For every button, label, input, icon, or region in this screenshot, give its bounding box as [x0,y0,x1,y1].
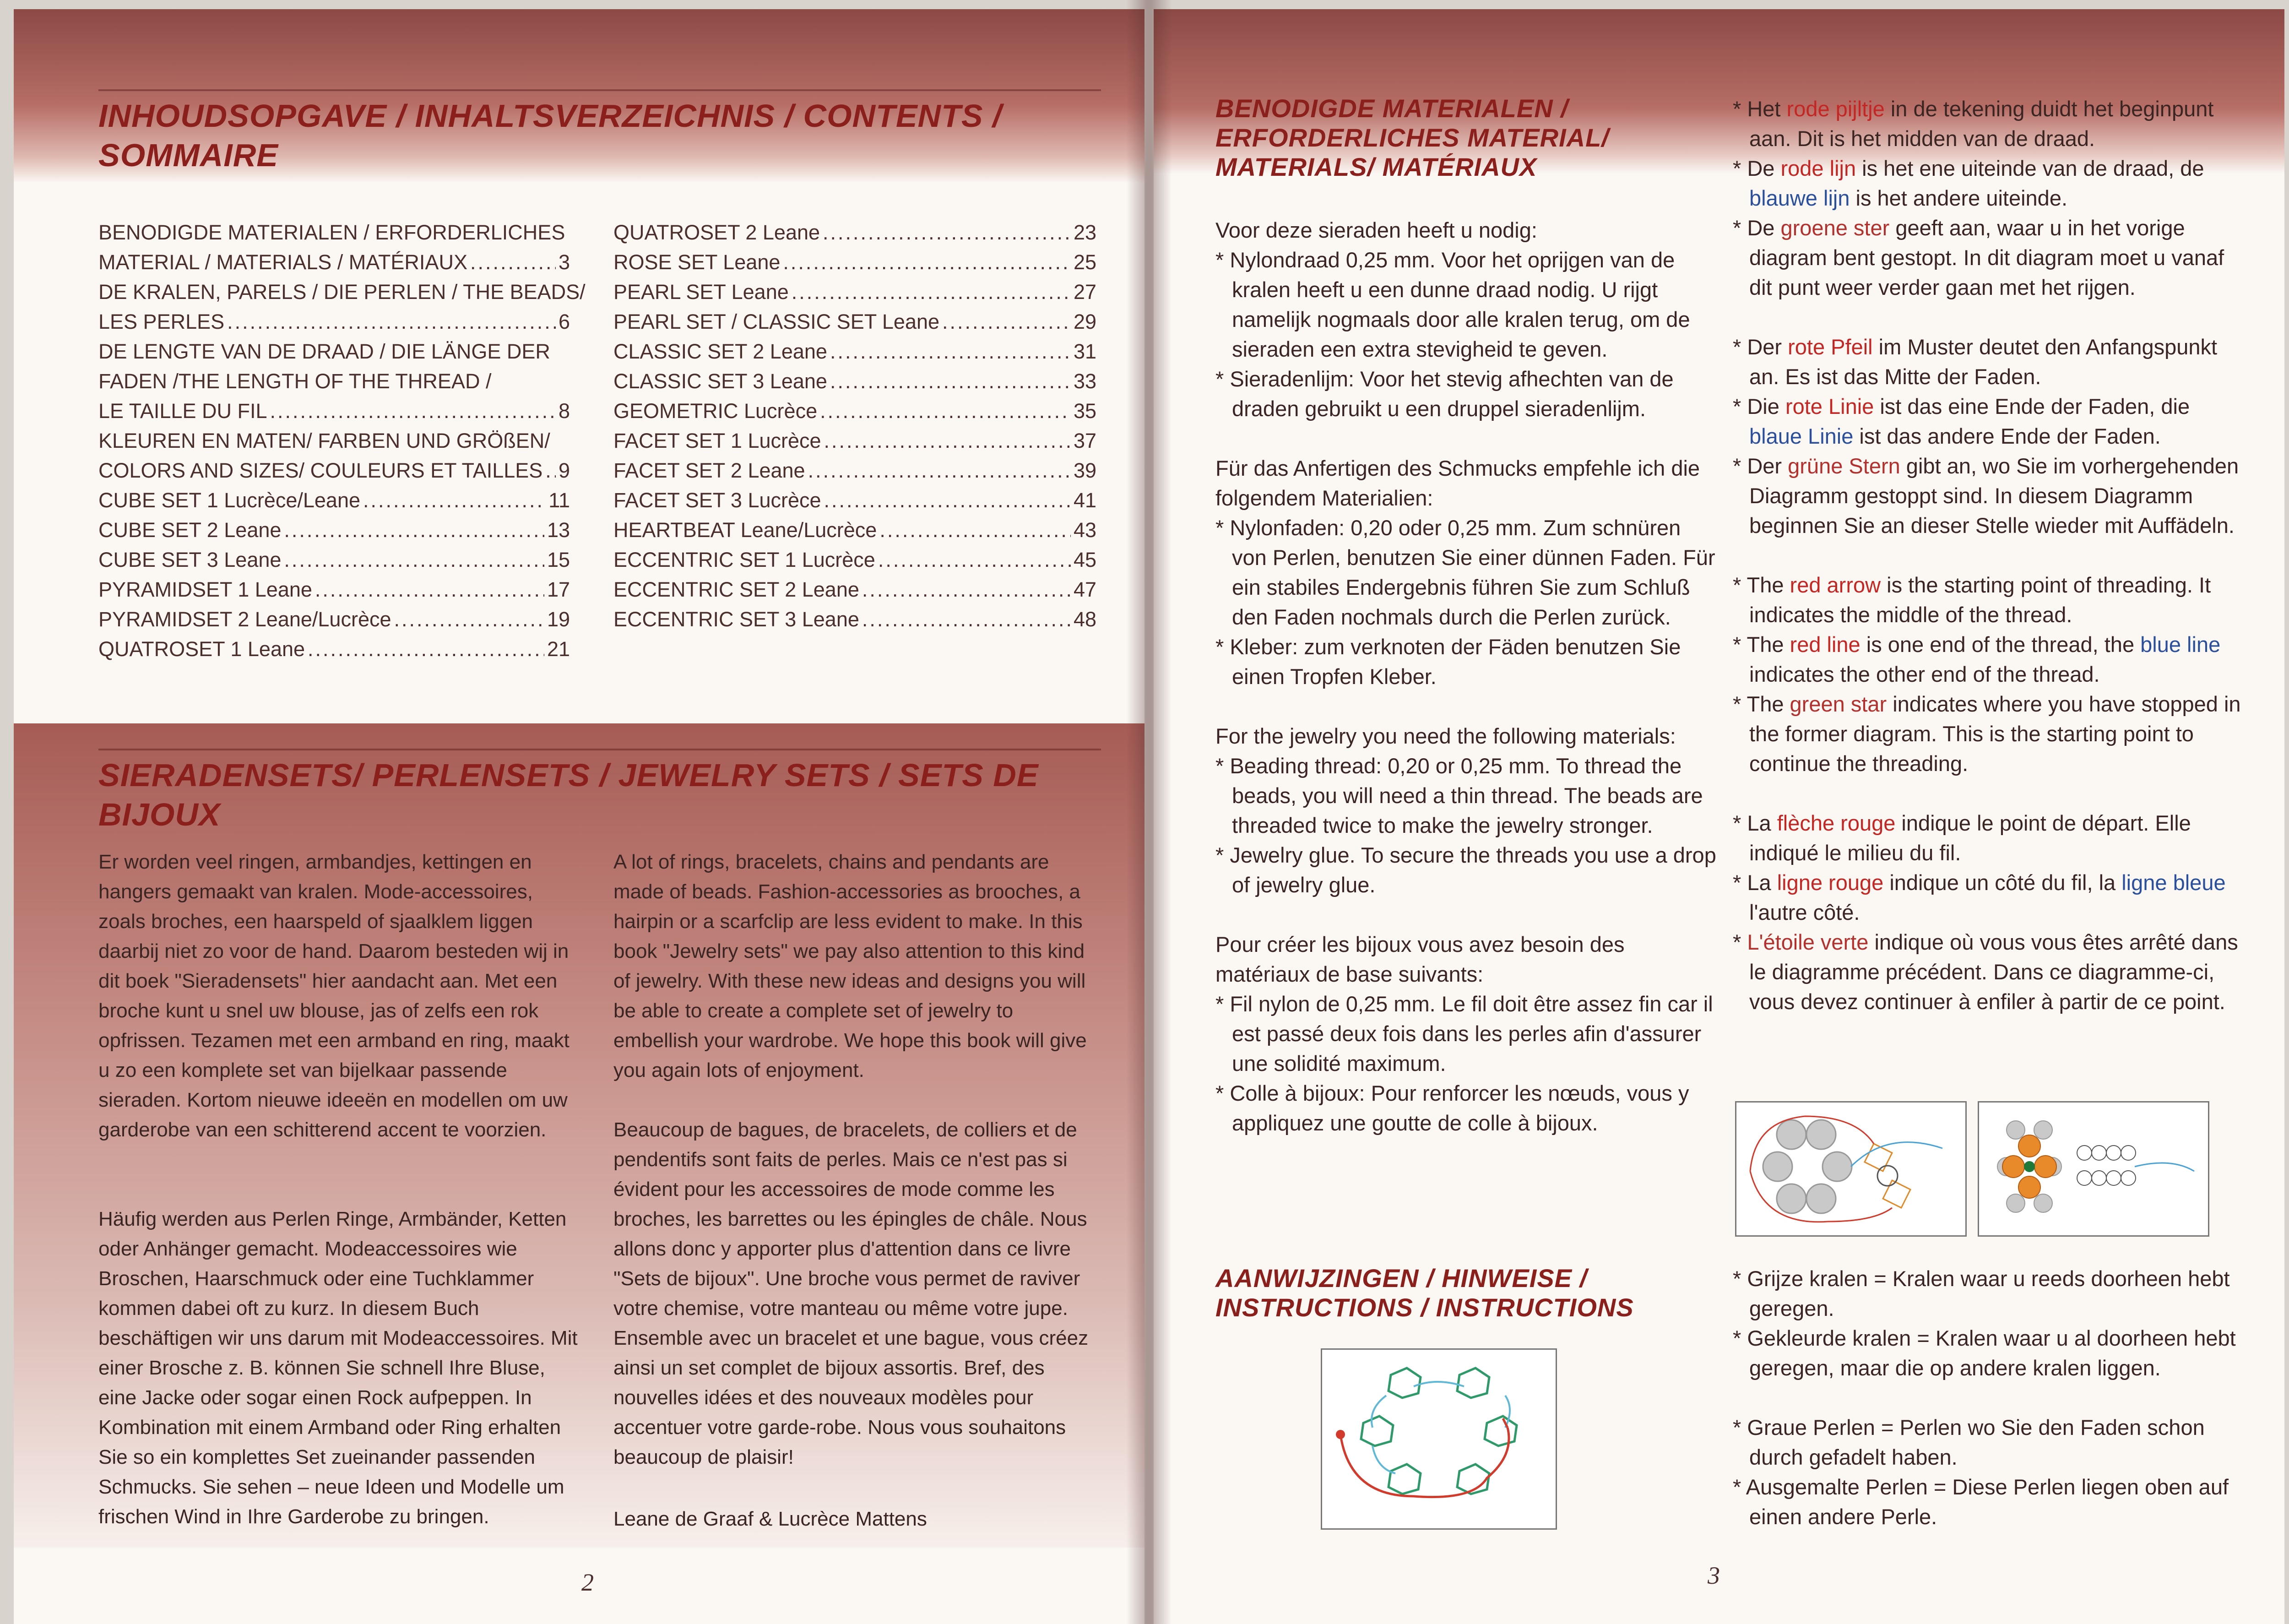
bead-legend-german [1733,1412,2241,1532]
note-text: * Der [1733,335,1788,359]
toc-leader-dots [227,307,556,337]
materials-column [1215,215,1719,1168]
instructions-heading: AANWIJZINGEN / HINWEISE / INSTRUCTIONS / INSTRUCTIONS [1215,1264,1634,1322]
note-highlight: blaue Linie [1749,424,1854,448]
toc-entry [613,366,1096,396]
toc-leader-dots [879,515,1071,545]
note-highlight: rote Pfeil [1788,335,1873,359]
materials-item: * Colle à bijoux: Pour renforcer les nœuds, vous y appliquez une goutte de colle à bijoux. [1215,1081,1689,1135]
toc-entry-page: 11 [548,489,570,512]
note-text: is het andere uiteinde. [1850,186,2068,210]
toc-leader-dots [545,456,556,485]
note-line [1733,630,2241,689]
toc-entry [98,337,570,366]
toc-entry [613,426,1096,456]
toc-column-1 [98,217,586,664]
toc-entry-title: CUBE SET 3 Leane [98,548,282,571]
instructions-french [1733,808,2241,1016]
toc-entry-page: 23 [1073,221,1096,244]
note-text: l'autre côté. [1749,900,1860,924]
toc-entry [613,337,1096,366]
toc-leader-dots [284,545,544,575]
toc-leader-dots [862,575,1071,604]
toc-leader-dots [315,575,544,604]
materials-intro: For the jewelry you need the following materials: [1215,724,1676,748]
materials-intro: Voor deze sieraden heeft u nodig: [1215,218,1537,242]
note-highlight: blue line [2140,632,2221,657]
toc-leader-dots [830,366,1071,396]
note-arrow [1733,94,2241,153]
toc-entry-title: PYRAMIDSET 1 Leane [98,578,312,601]
note-text: indicates the other end of the thread. [1749,662,2100,686]
materials-item: * Nylondraad 0,25 mm. Voor het oprijgen van de kralen heeft u een dunne draad nodig. U rijgt namelijk nogmaals door alle kralen terug, om de sieraden een extra stevigheid te geven. [1215,248,1690,361]
materials-dutch [1215,215,1719,424]
page-number: 2 [581,1569,594,1596]
toc-entry [98,515,570,545]
materials-french [1215,929,1719,1138]
note-text: in de tekening duidt het beginpunt aan. Dit is het midden van de draad. [1749,97,2214,151]
note-highlight: flèche rouge [1777,811,1896,835]
toc-heading: INHOUDSOPGAVE / INHALTSVERZEICHNIS / CONTENTS / SOMMAIRE [98,98,1002,173]
toc-entry-title: ECCENTRIC SET 1 Lucrèce [613,548,875,571]
toc-entry-title: HEARTBEAT Leane/Lucrèce [613,518,877,542]
legend-item: * Graue Perlen = Perlen wo Sie den Faden schon durch gefadelt haben. [1733,1415,2205,1469]
toc-entry-title: KLEUREN EN MATEN/ FARBEN UND GRÖßEN/ [98,429,550,452]
toc-entry-title: QUATROSET 1 Leane [98,637,305,661]
toc-entry-title: PYRAMIDSET 2 Leane/Lucrèce [98,608,391,631]
note-text: * Het [1733,97,1787,121]
toc-entry [613,485,1096,515]
toc-leader-dots [470,247,556,277]
intro-dutch [98,847,579,1174]
materials-item: * Beading thread: 0,20 or 0,25 mm. To thread the beads, you will need a thin thread. The beads are threaded twice to make the jewelry stronger. [1215,754,1703,837]
toc-entry-title: DE KRALEN, PARELS / DIE PERLEN / THE BEADS/ [98,280,586,304]
bead-legend-dutch [1733,1264,2241,1383]
toc-entry-page: 45 [1073,548,1096,571]
note-text: is the starting point of threading. It indicates the middle of the thread. [1749,573,2211,627]
note-highlight: blauwe lijn [1749,186,1850,210]
instructions-dutch [1733,94,2241,302]
note-highlight: red arrow [1790,573,1881,597]
toc-entry [613,545,1096,575]
toc-entry-page: 31 [1073,340,1096,363]
toc-entry [613,456,1096,485]
instructions-english [1733,570,2241,778]
note-star [1733,451,2241,540]
note-highlight: rode lijn [1780,156,1856,180]
toc-entry [613,575,1096,604]
note-highlight: ligne rouge [1777,870,1884,895]
toc-leader-dots [862,604,1071,634]
toc-entry [98,426,570,456]
note-line [1733,391,2241,451]
toc-leader-dots [820,396,1071,426]
toc-entry [98,456,570,485]
toc-entry [98,604,570,634]
note-line [1733,153,2241,213]
toc-entry [98,396,570,426]
intro-french [613,1115,1099,1502]
bead-legend-column [1733,1264,2241,1561]
note-text: indique un côté du fil, la [1883,870,2122,895]
toc-entry-title: QUATROSET 2 Leane [613,221,820,244]
toc-entry [613,515,1096,545]
toc-entry [613,396,1096,426]
toc-entry [613,604,1096,634]
note-text: im Muster deutet den Anfangspunkt an. Es ist das Mitte der Faden. [1749,335,2218,389]
note-text: * De [1733,156,1781,180]
note-star [1733,689,2241,778]
page-number: 3 [1708,1562,1720,1589]
toc-entry-page: 29 [1073,310,1096,333]
toc-entry-page: 48 [1073,608,1096,631]
instructions-german [1733,332,2241,540]
note-text: * Der [1733,454,1788,478]
note-text: is het ene uiteinde van de draad, de [1856,156,2204,180]
intro-german [98,1204,579,1561]
paragraph: Häufig werden aus Perlen Ringe, Armbänder, Ketten oder Anhänger gemacht. Modeaccessoires wie Broschen, Haarschmuck oder eine Tuchklammer kommen dabei oft zu kurz. In diesem Buch beschäftigen wir uns darum mit Modeaccessoires. Mit einer Brosche z. B. können Sie schnell Ihre Bluse, eine Jacke oder sogar einen Rock aufpeppen. In Kombination mit einem Armband oder Ring erhalten Sie so ein komplettes Set zueinander passenden Schmucks. Sie sehen – neue Ideen und Modelle um frischen Wind in Ihre Garderobe zu bringen. [98,1208,578,1528]
toc-entry-page: 43 [1073,518,1096,542]
toc-entry-title: CLASSIC SET 3 Leane [613,369,827,393]
toc-leader-dots [783,247,1071,277]
note-star [1733,927,2241,1016]
materials-item: * Sieradenlijm: Voor het stevig afhechten van de draden gebruikt u een druppel sieradenlijm. [1215,367,1674,421]
toc-entry-title: FACET SET 2 Leane [613,459,805,482]
toc-entry-title: CUBE SET 2 Leane [98,518,282,542]
toc-entry [613,307,1096,337]
note-arrow [1733,332,2241,391]
note-arrow [1733,570,2241,630]
toc-entry-title: LE TAILLE DU FIL [98,399,267,423]
note-text: * De [1733,216,1781,240]
materials-english [1215,721,1719,900]
note-text: indique le point de départ. Elle indiqué le milieu du fil. [1749,811,2191,865]
note-arrow [1733,808,2241,868]
toc-leader-dots [363,485,546,515]
note-highlight: L'étoile verte [1747,930,1869,954]
paragraph: Er worden veel ringen, armbandjes, kettingen en hangers gemaakt van kralen. Mode-accessoires, zoals broches, een haarspeld of sjaalklem liggen daarbij niet zo voor de hand. Daarom besteden wij in dit boek "Sieradensets" hier aandacht aan. Met een broche kunt u snel uw blouse, jas of zelfs een rok opfrissen. Tezamen met een armband en ring, maakt u zo een komplete set van bijelkaar passende sieraden. Kortom nieuwe ideeën en modellen om uw garderobe van een schitterend accent te voorzien. [98,851,570,1141]
toc-entry-page: 19 [547,608,570,631]
legend-item: * Gekleurde kralen = Kralen waar u al doorheen hebt geregen, maar die op andere kralen liggen. [1733,1326,2236,1380]
toc-entry [613,217,1096,247]
toc-leader-dots [284,515,544,545]
intro-english [613,847,1099,1115]
materials-item: * Fil nylon de 0,25 mm. Le fil doit être assez fin car il est passé deux fois dans les perles afin d'assurer une solidité maximum. [1215,992,1713,1075]
right-page [1154,9,2284,1624]
toc-entry-page: 47 [1073,578,1096,601]
toc-leader-dots [792,277,1071,307]
note-text: gibt an, wo Sie im vorhergehenden Diagramm gestoppt sind. In diesem Diagramm beginnen Sie an dieser Stelle wieder mit Auffädeln. [1749,454,2239,538]
toc-entry-title: COLORS AND SIZES/ COULEURS ET TAILLES [98,459,543,482]
toc-entry-page: 27 [1073,280,1096,304]
toc-entry [98,634,570,664]
note-text: ist das andere Ende der Faden. [1853,424,2161,448]
toc-entry-title: FACET SET 3 Lucrèce [613,489,821,512]
heading-rule [98,89,1101,91]
note-text: is one end of the thread, the [1860,632,2141,657]
toc-entry-page: 21 [547,637,570,661]
toc-leader-dots [394,604,544,634]
paragraph: A lot of rings, bracelets, chains and pendants are made of beads. Fashion-accessories as brooches, a hairpin or a scarfclip are less evident to make. In this book "Jewelry sets" we pay also attention to this kind of jewelry. With these new ideas and designs you will be able to create a complete set of jewelry to embellish your wardrobe. We hope this book will give you again lots of enjoyment. [613,851,1087,1081]
instructions-column [1733,94,2241,1046]
toc-entry-page: 35 [1073,399,1096,423]
note-highlight: rote Linie [1785,394,1874,418]
toc-entry-title: CLASSIC SET 2 Leane [613,340,827,363]
toc-entry-page: 6 [558,310,570,333]
book-gutter [1126,0,1172,1624]
note-highlight: red line [1790,632,1860,657]
note-text: * The [1733,692,1790,716]
materials-heading: BENODIGDE MATERIALEN / ERFORDERLICHES MATERIAL/ MATERIALS/ MATÉRIAUX [1215,94,1609,181]
toc-entry-title: ROSE SET Leane [613,250,781,274]
toc-entry-page: 15 [547,548,570,571]
toc-entry-title: CUBE SET 1 Lucrèce/Leane [98,489,360,512]
paragraph: Beaucoup de bagues, de bracelets, de colliers et de pendentifs sont faits de perles. Mais ce n'est pas si évident pour les accessoires de mode comme les broches, les barrettes ou les épingles de châle. Nous allons donc y apporter plus d'attention dans ce livre "Sets de bijoux". Une broche vous permet de raviver votre chemise, votre manteau ou même votre jupe. Ensemble avec un bracelet et une bague, vous créez ainsi un set complet de bijoux assortis. Bref, des nouvelles idées et des nouveaux modèles pour accentuer votre garde-robe. Nous vous souhaitons beaucoup de plaisir! [613,1119,1089,1468]
toc-leader-dots [808,456,1071,485]
toc-entry-page: 33 [1073,369,1096,393]
note-highlight: rode pijltje [1786,97,1885,121]
sets-heading: SIERADENSETS/ PERLENSETS / JEWELRY SETS / SETS DE BIJOUX [98,757,1039,832]
note-text: * The [1733,632,1790,657]
note-highlight: green star [1790,692,1887,716]
toc-entry-page: 17 [547,578,570,601]
note-text: * The [1733,573,1790,597]
toc-entry [98,545,570,575]
toc-entry-page: 37 [1073,429,1096,452]
toc-entry-page: 41 [1073,489,1096,512]
note-text: * La [1733,811,1777,835]
materials-german [1215,453,1719,691]
toc-entry [613,247,1096,277]
toc-entry-page: 25 [1073,250,1096,274]
toc-leader-dots [824,485,1071,515]
toc-entry-page: 8 [558,399,570,423]
note-star [1733,213,2241,302]
note-text: * [1733,930,1747,954]
toc-entry [98,485,570,515]
note-text: indique où vous vous êtes arrêté dans le diagramme précédent. Dans ce diagramme-ci, vous devez continuer à enfiler à partir de ce point. [1749,930,2238,1014]
toc-entry [613,277,1096,307]
note-highlight: grüne Stern [1788,454,1900,478]
toc-entry [98,277,586,307]
materials-item: * Kleber: zum verknoten der Fäden benutzen Sie einen Tropfen Kleber. [1215,635,1681,689]
authors: Leane de Graaf & Lucrèce Mattens [613,1508,927,1530]
toc-entry-title: LES PERLES [98,310,225,333]
toc-entry [98,575,570,604]
toc-leader-dots [942,307,1071,337]
toc-entry [98,247,570,277]
materials-item: * Jewelry glue. To secure the threads you use a drop of jewelry glue. [1215,843,1716,897]
toc-entry-title: PEARL SET Leane [613,280,789,304]
legend-item: * Grijze kralen = Kralen waar u reeds doorheen hebt geregen. [1733,1266,2230,1320]
toc-entry-title: BENODIGDE MATERIALEN / ERFORDERLICHES [98,221,565,244]
toc-entry-title: MATERIAL / MATERIALS / MATÉRIAUX [98,250,467,274]
toc-entry-title: FADEN /THE LENGTH OF THE THREAD / [98,369,492,393]
note-text: * La [1733,870,1777,895]
heading-rule [98,749,1101,750]
toc-entry [98,217,570,247]
toc-entry-page: 9 [558,459,570,482]
toc-entry [98,366,570,396]
left-page [14,9,1144,1624]
thread-diagram-image [1321,1348,1557,1530]
toc-leader-dots [308,634,544,664]
toc-entry-page: 3 [558,250,570,274]
materials-intro: Pour créer les bijoux vous avez besoin des matériaux de base suivants: [1215,932,1625,986]
note-text: * Die [1733,394,1785,418]
toc-leader-dots [823,217,1071,247]
note-text: geeft aan, waar u in het vorige diagram bent gestopt. In dit diagram moet u vanaf dit punt weer verder gaan met het rijgen. [1749,216,2224,299]
materials-intro: Für das Anfertigen des Schmucks empfehle ich die folgendem Materialien: [1215,456,1700,510]
toc-leader-dots [824,426,1071,456]
toc-entry-title: FACET SET 1 Lucrèce [613,429,821,452]
note-highlight: ligne bleue [2121,870,2226,895]
toc-leader-dots [830,337,1071,366]
toc-entry-title: PEARL SET / CLASSIC SET Leane [613,310,940,333]
note-highlight: groene ster [1780,216,1890,240]
bead-diagram-colored-image [1978,1101,2209,1237]
toc-entry-title: ECCENTRIC SET 2 Leane [613,578,859,601]
toc-entry-page: 39 [1073,459,1096,482]
toc-leader-dots [270,396,555,426]
toc-entry-title: ECCENTRIC SET 3 Leane [613,608,859,631]
bead-diagram-grey-image [1735,1101,1967,1237]
note-text: ist das eine Ende der Faden, die [1874,394,2190,418]
toc-entry-title: GEOMETRIC Lucrèce [613,399,818,423]
toc-entry-title: DE LENGTE VAN DE DRAAD / DIE LÄNGE DER [98,340,550,363]
note-line [1733,868,2241,927]
toc-entry-page: 13 [547,518,570,542]
legend-item: * Ausgemalte Perlen = Diese Perlen liegen oben auf einen andere Perle. [1733,1475,2229,1529]
materials-item: * Nylonfaden: 0,20 oder 0,25 mm. Zum schnüren von Perlen, benutzen Sie einer dünnen Faden. Für ein stabiles Endergebnis führen Sie zum Schluß den Faden nochmals durch die Perlen zurück. [1215,516,1715,629]
toc-column-2 [613,217,1096,634]
toc-entry [98,307,570,337]
toc-leader-dots [878,545,1071,575]
note-text: indicates where you have stopped in the former diagram. This is the starting point to continue the threading. [1749,692,2241,776]
